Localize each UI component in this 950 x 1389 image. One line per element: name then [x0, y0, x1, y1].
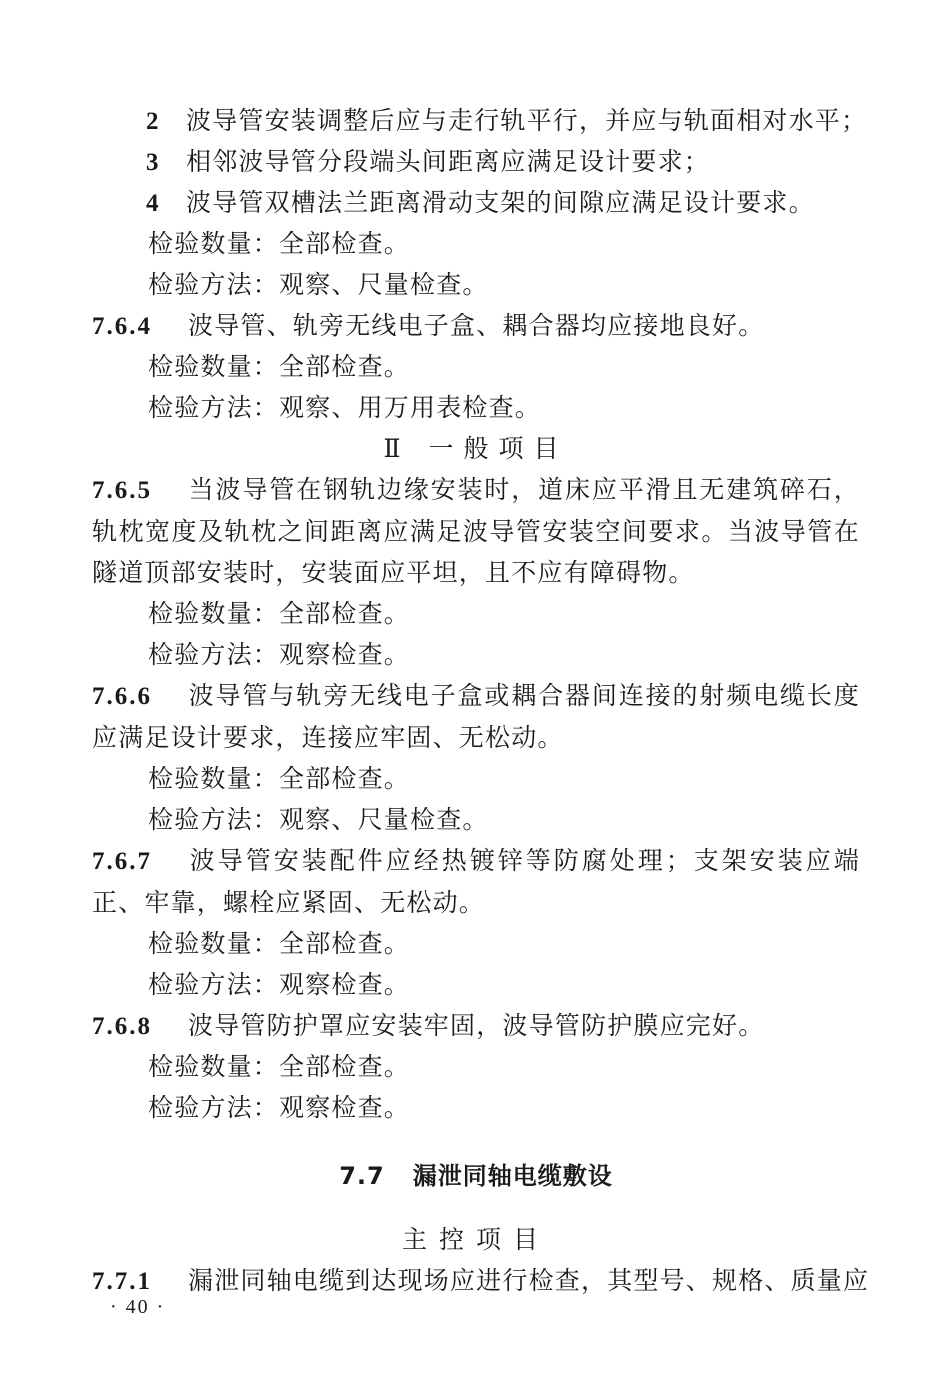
list-item: [92, 182, 860, 223]
section-number: 7.7: [339, 1162, 385, 1190]
section-heading: [92, 1156, 860, 1197]
clause-text: 波导管安装配件应经热镀锌等防腐处理；支架安装应端正、牢靠，螺栓应紧固、无松动。: [92, 846, 860, 917]
clause-7-7-1: [92, 1260, 870, 1301]
clause-number: 7.6.6: [92, 683, 152, 710]
inspection-quantity: 检验数量：全部检查。: [148, 929, 411, 958]
inspection-method: 检验方法：观察、用万用表检查。: [148, 393, 542, 422]
inspection-method: 检验方法：观察检查。: [148, 1093, 411, 1122]
clause-text: 当波导管在钢轨边缘安装时，道床应平滑且无建筑碎石，轨枕宽度及轨枕之间距离应满足波导管安装空间要求。当波导管在隧道顶部安装时，安装面应平坦，且不应有障碍物。: [92, 475, 860, 587]
general-items-heading: Ⅱ 一般项目: [383, 434, 569, 463]
clause-7-6-8: [92, 1005, 860, 1046]
main-control-heading: 主控项目: [401, 1225, 550, 1254]
item-text: 波导管双槽法兰距离滑动支架的间隙应满足设计要求。: [186, 188, 815, 217]
clause-number: 7.6.5: [92, 477, 152, 504]
inspection-method: 检验方法：观察、尺量检查。: [148, 805, 489, 834]
clause-text: 波导管防护罩应安装牢固，波导管防护膜应完好。: [188, 1011, 765, 1040]
item-text: 波导管安装调整后应与走行轨平行，并应与轨面相对水平；: [186, 106, 868, 135]
document-page: [92, 100, 870, 1301]
inspection-quantity: 检验数量：全部检查。: [148, 229, 411, 258]
inspection-quantity: 检验数量：全部检查。: [148, 1052, 411, 1081]
clause-text: 漏泄同轴电缆到达现场应进行检查，其型号、规格、质量应: [188, 1266, 870, 1295]
clause-7-6-7: [92, 840, 860, 923]
inspection-quantity: 检验数量：全部检查。: [148, 599, 411, 628]
clause-number: 7.6.7: [92, 848, 152, 875]
inspection-method: 检验方法：观察、尺量检查。: [148, 270, 489, 299]
inspection-method: 检验方法：观察检查。: [148, 640, 411, 669]
clause-text: 波导管与轨旁无线电子盒或耦合器间连接的射频电缆长度应满足设计要求，连接应牢固、无松动。: [92, 681, 860, 752]
item-number: 3: [146, 149, 160, 176]
inspection-quantity: 检验数量：全部检查。: [148, 764, 411, 793]
clause-number: 7.7.1: [92, 1268, 152, 1295]
list-item: [92, 141, 860, 182]
clause-7-6-5: [92, 469, 860, 593]
clause-number: 7.6.8: [92, 1013, 152, 1040]
clause-number: 7.6.4: [92, 313, 152, 340]
list-item: [92, 100, 868, 141]
clause-7-6-6: [92, 675, 860, 758]
clause-text: 波导管、轨旁无线电子盒、耦合器均应接地良好。: [188, 311, 765, 340]
inspection-quantity: 检验数量：全部检查。: [148, 352, 411, 381]
item-text: 相邻波导管分段端头间距离应满足设计要求；: [186, 147, 711, 176]
item-number: 4: [146, 190, 160, 217]
inspection-method: 检验方法：观察检查。: [148, 970, 411, 999]
page-number: · 40 ·: [110, 1296, 166, 1318]
section-title: 漏泄同轴电缆敷设: [412, 1162, 613, 1190]
clause-7-6-4: [92, 305, 860, 346]
item-number: 2: [146, 108, 160, 135]
